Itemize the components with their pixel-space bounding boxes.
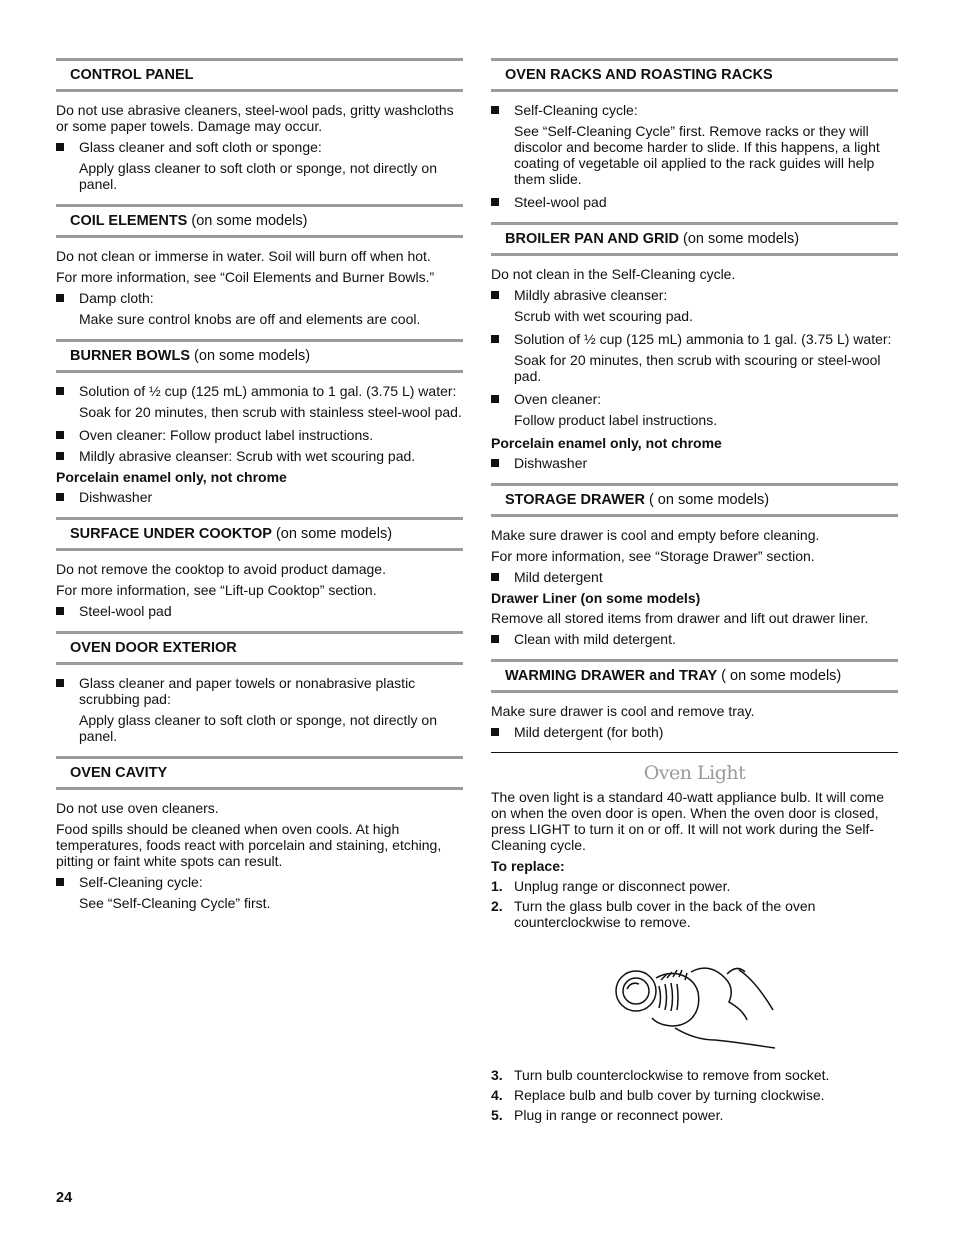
sub-paragraph: Apply glass cleaner to soft cloth or sponge, not directly on panel. <box>79 712 437 744</box>
section-coil-elements <box>56 204 463 327</box>
bullet-item: Mildly abrasive cleanser: Scrub with wet scouring pad. <box>56 448 463 464</box>
sub-paragraph: Scrub with wet scouring pad. <box>514 308 693 324</box>
bold-note: To replace: <box>491 858 565 874</box>
bullet-item: Oven cleaner: Follow product label instructions. <box>56 427 463 443</box>
section-surface-under-cooktop <box>56 517 463 619</box>
section-oven-door-exterior <box>56 631 463 744</box>
section-heading: WARMING DRAWER and TRAY ( on some models) <box>491 659 898 693</box>
section-heading: CONTROL PANEL <box>56 58 463 92</box>
bold-note: Porcelain enamel only, not chrome <box>491 435 722 451</box>
numbered-step: 3. Turn bulb counterclockwise to remove from socket. <box>491 1067 830 1083</box>
section-heading: OVEN DOOR EXTERIOR <box>56 631 463 665</box>
bold-note: Drawer Liner (on some models) <box>491 590 701 606</box>
bullet-item: Oven cleaner: <box>491 391 898 407</box>
bulb-cover-outer <box>616 971 656 1011</box>
sub-paragraph: Make sure control knobs are off and elements are cool. <box>79 311 421 327</box>
sub-paragraph: Apply glass cleaner to soft cloth or sponge, not directly on panel. <box>79 160 437 192</box>
bullet-item: Self-Cleaning cycle: <box>56 874 463 890</box>
sub-paragraph: Soak for 20 minutes, then scrub with scouring or steel-wool pad. <box>514 352 881 384</box>
numbered-step: 5. Plug in range or reconnect power. <box>491 1107 724 1123</box>
bullet-item: Solution of ½ cup (125 mL) ammonia to 1 gal. (3.75 L) water: <box>491 331 898 347</box>
section-oven-light <box>491 752 898 1123</box>
paragraph: Food spills should be cleaned when oven cools. At high temperatures, foods react with porcelain and staining, etching, pitting or faint white spots can result. <box>56 821 442 869</box>
bullet-item: Glass cleaner and paper towels or nonabrasive plastic scrubbing pad: <box>56 675 463 707</box>
section-control-panel <box>56 58 463 192</box>
bullet-item: Steel-wool pad <box>56 603 463 619</box>
section-heading: BURNER BOWLS (on some models) <box>56 339 463 373</box>
numbered-step: 1. Unplug range or disconnect power. <box>491 878 731 894</box>
section-heading: COIL ELEMENTS (on some models) <box>56 204 463 238</box>
bullet-item: Solution of ½ cup (125 mL) ammonia to 1 gal. (3.75 L) water: <box>56 383 463 399</box>
paragraph: Make sure drawer is cool and empty before cleaning. <box>491 527 820 543</box>
section-oven-racks <box>491 58 898 210</box>
paragraph: Make sure drawer is cool and remove tray. <box>491 703 755 719</box>
right-column <box>491 58 898 1127</box>
paragraph: For more information, see “Lift-up Cooktop” section. <box>56 582 377 598</box>
bullet-item: Steel-wool pad <box>491 194 898 210</box>
sub-paragraph: See “Self-Cleaning Cycle” first. <box>79 895 271 911</box>
left-column <box>56 58 463 923</box>
paragraph: Do not clean or immerse in water. Soil will burn off when hot. <box>56 248 431 264</box>
bullet-item: Mild detergent (for both) <box>491 724 898 740</box>
paragraph: Remove all stored items from drawer and lift out drawer liner. <box>491 610 869 626</box>
bullet-item: Glass cleaner and soft cloth or sponge: <box>56 139 463 155</box>
bullet-item: Mild detergent <box>491 569 898 585</box>
bulb-cover-illustration <box>491 940 898 1052</box>
paragraph: For more information, see “Storage Drawer” section. <box>491 548 815 564</box>
numbered-step: 2. Turn the glass bulb cover in the back of the oven counterclockwise to remove. <box>491 898 816 930</box>
section-heading: OVEN CAVITY <box>56 756 463 790</box>
bullet-item: Damp cloth: <box>56 290 463 306</box>
oven-light-title: Oven Light <box>643 762 746 784</box>
bullet-item: Mildly abrasive cleanser: <box>491 287 898 303</box>
sub-paragraph: Follow product label instructions. <box>514 412 718 428</box>
section-warming-drawer <box>491 659 898 740</box>
bold-note: Porcelain enamel only, not chrome <box>56 469 287 485</box>
page-number: 24 <box>56 1190 73 1206</box>
bullet-item: Dishwasher <box>491 455 898 471</box>
section-heading: BROILER PAN AND GRID (on some models) <box>491 222 898 256</box>
numbered-step: 4. Replace bulb and bulb cover by turning clockwise. <box>491 1087 825 1103</box>
bulb-cover-inner <box>623 978 649 1004</box>
section-heading: OVEN RACKS AND ROASTING RACKS <box>491 58 898 92</box>
sub-paragraph: Soak for 20 minutes, then scrub with stainless steel-wool pad. <box>79 404 462 420</box>
section-heading: STORAGE DRAWER ( on some models) <box>491 483 898 517</box>
paragraph: The oven light is a standard 40-watt appliance bulb. It will come on when the oven door is open. When the oven door is closed, press LIGHT to turn it on or off. It will not work during the Self-Cleaning cycle. <box>491 789 884 853</box>
paragraph: Do not clean in the Self-Cleaning cycle. <box>491 266 736 282</box>
paragraph: Do not remove the cooktop to avoid product damage. <box>56 561 386 577</box>
section-broiler-pan <box>491 222 898 471</box>
paragraph: Do not use abrasive cleaners, steel-wool pads, gritty washcloths or some paper towels. Damage may occur. <box>56 102 454 134</box>
sub-paragraph: See “Self-Cleaning Cycle” first. Remove racks or they will discolor and become harder to slide. If this happens, a light coating of vegetable oil applied to the rack guides will help them slide. <box>514 123 880 187</box>
bullet-item: Clean with mild detergent. <box>491 631 898 647</box>
paragraph: For more information, see “Coil Elements and Burner Bowls.” <box>56 269 435 285</box>
section-heading: SURFACE UNDER COOKTOP (on some models) <box>56 517 463 551</box>
hand-outline <box>652 974 699 1027</box>
bullet-item: Dishwasher <box>56 489 463 505</box>
divider <box>491 752 898 753</box>
paragraph: Do not use oven cleaners. <box>56 800 219 816</box>
bullet-item: Self-Cleaning cycle: <box>491 102 898 118</box>
section-storage-drawer <box>491 483 898 647</box>
section-burner-bowls <box>56 339 463 505</box>
section-oven-cavity <box>56 756 463 911</box>
